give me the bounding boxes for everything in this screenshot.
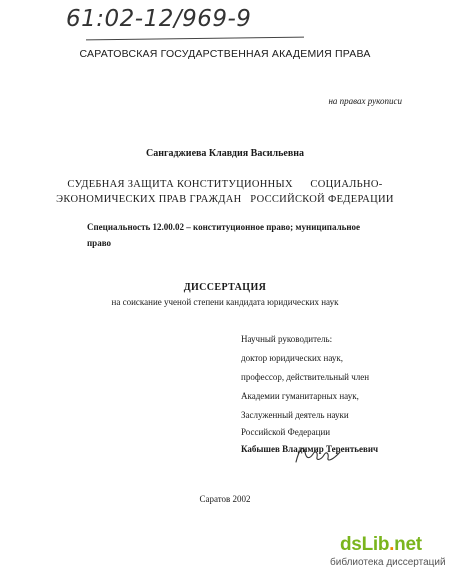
signature: [293, 440, 343, 466]
supervisor-degree: доктор юридических наук,: [241, 353, 343, 363]
supervisor-country: Российской Федерации: [241, 427, 331, 437]
handwritten-catalog-number: 61:02-12/969-9: [66, 6, 252, 32]
supervisor-label: Научный руководитель:: [241, 334, 333, 344]
supervisor-name: Кабышев Владимир Терентьевич: [241, 444, 379, 454]
supervisor-academy: Академии гуманитарных наук,: [241, 391, 359, 401]
dslib-logo[interactable]: [340, 534, 422, 556]
manuscript-rights-note: на правах рукописи: [328, 96, 402, 106]
dissertation-title-line-2: ЭКОНОМИЧЕСКИХ ПРАВ ГРАЖДАН РОССИЙСКОЙ ФЕДЕРАЦИИ: [56, 194, 394, 205]
dslib-tagline: библиотека диссертаций: [330, 557, 446, 568]
author-name: Сангаджиева Клавдия Васильевна: [145, 148, 305, 159]
dissertation-title-line-1: СУДЕБНАЯ ЗАЩИТА КОНСТИТУЦИОННЫХ СОЦИАЛЬНО-: [67, 179, 383, 190]
supervisor-title: профессор, действительный член: [241, 372, 370, 382]
degree-line: на соискание ученой степени кандидата юридических наук: [111, 297, 339, 307]
handwritten-underline: [86, 37, 304, 41]
academy-name: САРАТОВСКАЯ ГОСУДАРСТВЕННАЯ АКАДЕМИЯ ПРАВА: [79, 48, 371, 60]
specialty-line-1: Специальность 12.00.02 – конституционное право; муниципальное: [87, 222, 361, 232]
dissertation-heading: ДИССЕРТАЦИЯ: [183, 282, 267, 293]
supervisor-honor: Заслуженный деятель науки: [241, 410, 349, 420]
city-year: Саратов 2002: [199, 494, 251, 504]
dslib-logo-text: dsLib.net: [340, 534, 422, 555]
specialty-line-2: право: [87, 238, 111, 248]
